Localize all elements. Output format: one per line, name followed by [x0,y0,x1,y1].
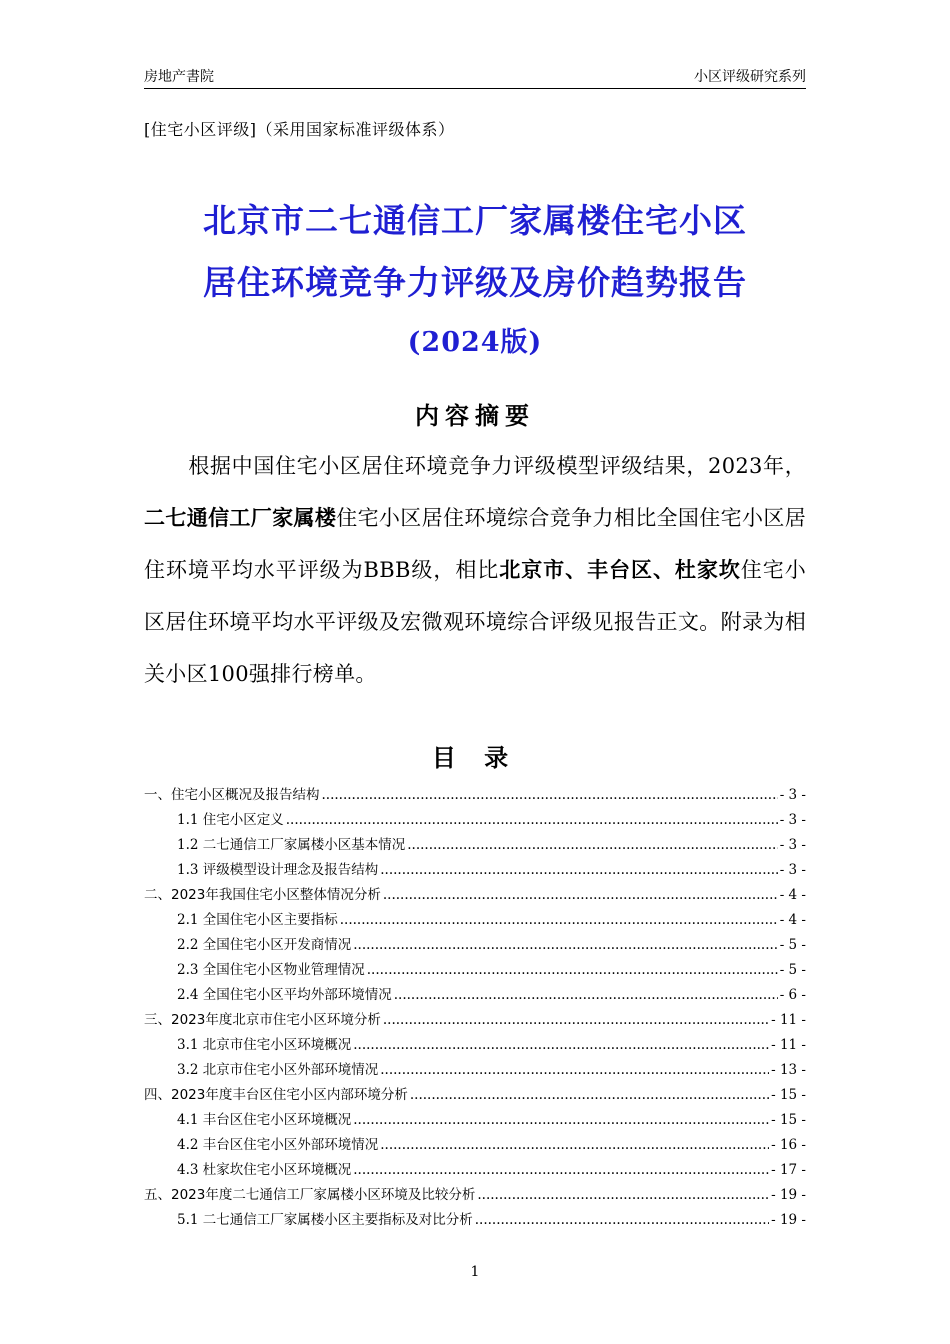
toc-entry-label: 五、2023年度二七通信工厂家属楼小区环境及比较分析 [144,1187,476,1203]
toc-entry[interactable] [144,1033,806,1058]
toc-entry-page: - 3 - [779,862,806,878]
toc-entry-page: - 15 - [771,1112,806,1128]
toc-entry-page: - 15 - [771,1087,806,1103]
toc-entry-page: - 3 - [779,812,806,828]
toc-dot-leader [353,1162,769,1178]
toc-entry[interactable] [144,1083,806,1108]
toc-dot-leader [475,1212,769,1228]
toc-entry-label: 三、2023年度北京市住宅小区环境分析 [144,1012,381,1028]
abstract-text-2: 住宅小区居住环境综合竞争力相比全国住宅小区居住环境平均水平评级为BBB级，相比 [144,506,806,582]
toc-entry-label: 2.4 全国住宅小区平均外部环境情况 [177,987,392,1003]
toc-entry[interactable] [144,958,806,983]
toc-entry-label: 四、2023年度丰台区住宅小区内部环境分析 [144,1087,408,1103]
toc-entry[interactable] [144,908,806,933]
toc-entry-label: 2.2 全国住宅小区开发商情况 [177,937,352,953]
toc-dot-leader [322,787,778,803]
toc-entry-page: - 3 - [779,837,806,853]
toc-entry[interactable] [144,808,806,833]
abstract-bold-community: 二七通信工厂家属楼 [144,506,337,530]
toc-entry-page: - 19 - [771,1187,806,1203]
toc-entry-label: 1.3 评级模型设计理念及报告结构 [177,862,379,878]
toc-entry-page: - 17 - [771,1162,806,1178]
title-edition: (2024版) [407,327,543,358]
toc-entry-page: - 6 - [779,987,806,1003]
toc-entry[interactable] [144,1008,806,1033]
toc-dot-leader [380,1137,769,1153]
toc-dot-leader [353,1037,769,1053]
toc-dot-leader [380,1062,769,1078]
toc-entry-label: 二、2023年我国住宅小区整体情况分析 [144,887,381,903]
toc-entry[interactable] [144,1133,806,1158]
toc-dot-leader [367,962,778,978]
toc-entry-label: 4.2 丰台区住宅小区外部环境情况 [177,1137,379,1153]
report-tag: [住宅小区评级]（采用国家标准评级体系） [144,120,455,139]
toc-entry[interactable] [144,1158,806,1183]
title-line-1: 北京市二七通信工厂家属楼住宅小区 [203,201,747,240]
page-header [144,66,806,88]
page-number: 1 [470,1264,480,1280]
toc-dot-leader [380,862,777,878]
toc-entry-label: 3.2 北京市住宅小区外部环境情况 [177,1062,379,1078]
title-line-2: 居住环境竞争力评级及房价趋势报告 [203,263,747,302]
abstract-bold-regions: 北京市、丰台区、杜家坎 [499,558,741,582]
toc-entry[interactable] [144,833,806,858]
toc-entry-label: 1.1 住宅小区定义 [177,812,284,828]
toc-entry-page: - 11 - [771,1037,806,1053]
toc-entry-page: - 4 - [779,912,806,928]
toc-entry-label: 4.3 杜家坎住宅小区环境概况 [177,1162,352,1178]
toc-entry[interactable] [144,883,806,908]
toc-entry-page: - 5 - [779,937,806,953]
abstract-heading: 内容摘要 [415,402,535,430]
toc-entry[interactable] [144,858,806,883]
toc-entry[interactable] [144,983,806,1008]
header-publisher: 房地产書院 [144,69,214,85]
toc-dot-leader [410,1087,769,1103]
toc-entry-label: 5.1 二七通信工厂家属楼小区主要指标及对比分析 [177,1212,473,1228]
toc-entry-label: 2.3 全国住宅小区物业管理情况 [177,962,365,978]
abstract-text-3: 住宅小区居住环境平均水平评级及宏微观环境综合评级见报告正文。附录为相关小区100强排行榜单。 [144,558,806,686]
toc-entry[interactable] [144,1058,806,1083]
toc-dot-leader [383,1012,769,1028]
toc-entry[interactable] [144,1183,806,1208]
toc-dot-leader [353,937,777,953]
toc-heading: 目 录 [431,744,519,772]
toc-entry-page: - 5 - [779,962,806,978]
table-of-contents [144,783,806,1233]
abstract-paragraph [144,440,806,700]
toc-entry-page: - 3 - [779,787,806,803]
toc-dot-leader [407,837,777,853]
toc-entry-page: - 11 - [771,1012,806,1028]
toc-entry-page: - 19 - [771,1212,806,1228]
toc-entry-label: 4.1 丰台区住宅小区环境概况 [177,1112,352,1128]
toc-entry[interactable] [144,1208,806,1233]
toc-entry-label: 2.1 全国住宅小区主要指标 [177,912,338,928]
toc-dot-leader [383,887,778,903]
toc-entry[interactable] [144,1108,806,1133]
toc-entry-label: 一、住宅小区概况及报告结构 [144,787,320,803]
toc-entry[interactable] [144,783,806,808]
toc-dot-leader [394,987,778,1003]
toc-entry[interactable] [144,933,806,958]
toc-dot-leader [340,912,778,928]
header-series: 小区评级研究系列 [694,69,806,85]
toc-dot-leader [353,1112,769,1128]
header-rule [144,88,806,89]
toc-entry-page: - 16 - [771,1137,806,1153]
toc-entry-label: 3.1 北京市住宅小区环境概况 [177,1037,352,1053]
toc-dot-leader [286,812,778,828]
toc-entry-page: - 13 - [771,1062,806,1078]
toc-entry-page: - 4 - [779,887,806,903]
toc-dot-leader [477,1187,769,1203]
abstract-text-1: 根据中国住宅小区居住环境竞争力评级模型评级结果，2023年， [188,454,806,478]
toc-entry-label: 1.2 二七通信工厂家属楼小区基本情况 [177,837,406,853]
